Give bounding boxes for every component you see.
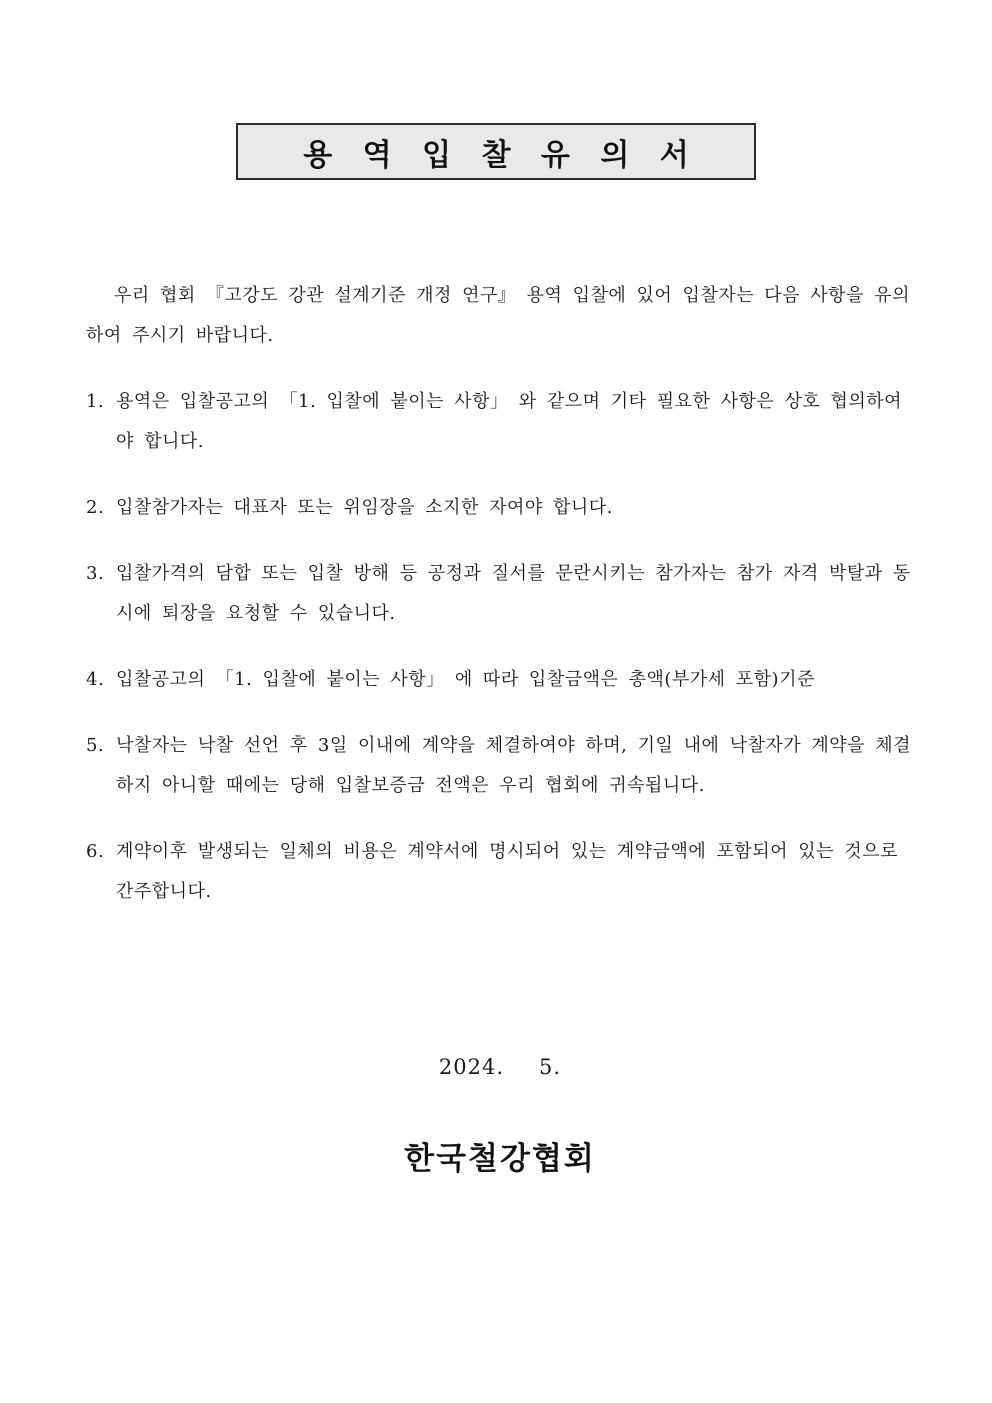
item-number: 2. [86,497,105,518]
list-item [86,554,914,634]
list-item [86,382,914,462]
item-number: 5. [86,735,105,756]
item-number: 3. [86,563,105,584]
notice-list [86,382,914,912]
list-item [86,726,914,806]
item-number: 4. [86,669,105,690]
intro-paragraph: 우리 협회 『고강도 강관 설계기준 개정 연구』 용역 입찰에 있어 입찰자는 다음 사항을 유의하여 주시기 바랍니다. [86,285,910,346]
item-number: 1. [86,391,105,412]
date-line: 2024. 5. [438,1055,562,1079]
list-item [86,488,914,528]
item-text: 입찰참가자는 대표자 또는 위임장을 소지한 자여야 합니다. [116,497,613,518]
item-text: 낙찰자는 낙찰 선언 후 3일 이내에 계약을 체결하여야 하며, 기일 내에 낙찰자가 계약을 체결하지 아니할 때에는 당해 입찰보증금 전액은 우리 협회에 귀속됩니다. [116,735,912,796]
item-text: 용역은 입찰공고의 「1. 입찰에 붙이는 사항」 와 같으며 기타 필요한 사항은 상호 협의하여야 합니다. [116,391,903,452]
item-text: 입찰공고의 「1. 입찰에 붙이는 사항」 에 따라 입찰금액은 총액(부가세 포함)기준 [116,669,815,690]
list-item [86,660,914,700]
item-text: 입찰가격의 담합 또는 입찰 방해 등 공정과 질서를 문란시키는 참가자는 참가 자격 박탈과 동시에 퇴장을 요청할 수 있습니다. [116,563,911,624]
item-number: 6. [86,841,105,862]
title-box [236,123,756,180]
organization-name: 한국철강협회 [404,1141,596,1177]
item-text: 계약이후 발생되는 일체의 비용은 계약서에 명시되어 있는 계약금액에 포함되어 있는 것으로 간주합니다. [116,841,898,902]
page-title: 용 역 입 찰 유 의 서 [303,137,699,173]
list-item [86,832,914,912]
document-body [86,276,914,1178]
